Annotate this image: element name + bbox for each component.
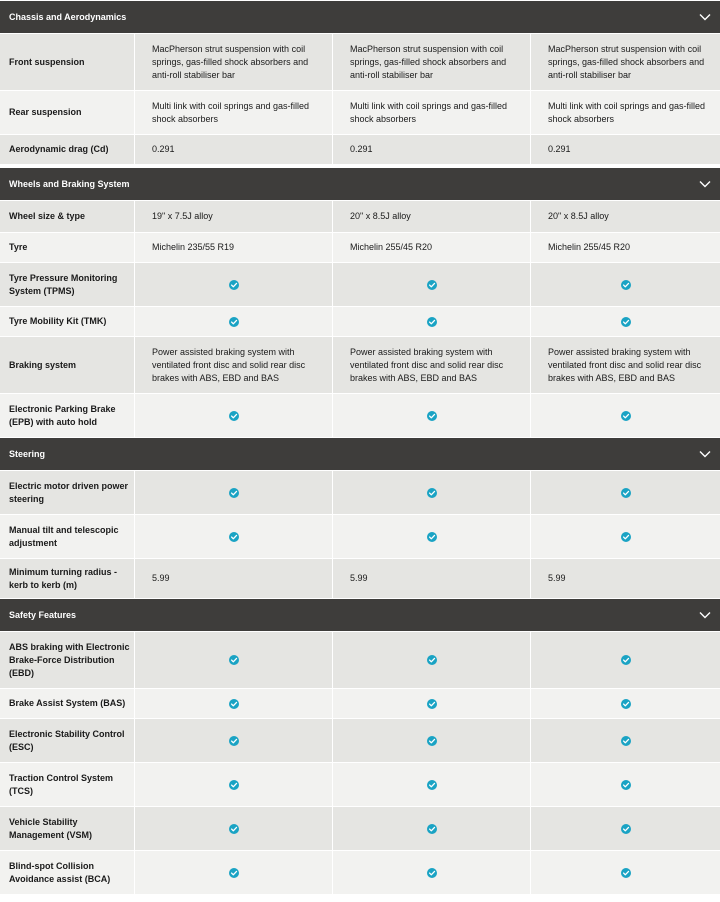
value-cell: 5.99	[333, 559, 531, 598]
included-cell	[135, 307, 333, 336]
included-cell	[531, 307, 720, 336]
table-row	[0, 200, 720, 232]
check-circle-icon	[229, 824, 239, 834]
included-cell	[531, 394, 720, 437]
value-cell: 20" x 8.5J alloy	[548, 211, 609, 221]
check-circle-icon	[229, 736, 239, 746]
table-row	[0, 631, 720, 688]
included-cell	[333, 851, 531, 894]
row-label: Electronic Parking Brake (EPB) with auto hold	[0, 394, 135, 437]
check-circle-icon	[229, 868, 239, 878]
row-label: Electric motor driven power steering	[0, 471, 135, 514]
row-label: ABS braking with Electronic Brake-Force Distribution (EBD)	[0, 632, 135, 688]
included-cell	[531, 763, 720, 806]
included-cell	[135, 763, 333, 806]
value-cell: 5.99	[135, 559, 333, 598]
check-circle-icon	[427, 280, 437, 290]
table-row	[0, 393, 720, 437]
check-circle-icon	[427, 655, 437, 665]
value-cell: Michelin 255/45 R20	[333, 233, 531, 262]
included-cell	[531, 807, 720, 850]
table-row	[0, 232, 720, 262]
check-circle-icon	[427, 699, 437, 709]
value-cell: MacPherson strut suspension with coil springs, gas-filled shock absorbers and anti-roll stabiliser bar	[333, 34, 531, 90]
check-circle-icon	[229, 411, 239, 421]
included-cell	[333, 719, 531, 762]
row-label: Tyre Mobility Kit (TMK)	[0, 307, 135, 336]
included-cell	[531, 689, 720, 718]
check-circle-icon	[621, 532, 631, 542]
section-title: Steering	[9, 449, 46, 459]
included-cell	[333, 394, 531, 437]
check-circle-icon	[427, 411, 437, 421]
section-header[interactable]	[0, 437, 720, 470]
check-circle-icon	[621, 317, 631, 327]
table-row	[0, 470, 720, 514]
section-title: Wheels and Braking System	[9, 179, 130, 189]
check-circle-icon	[427, 532, 437, 542]
row-label: Aerodynamic drag (Cd)	[0, 135, 135, 164]
value-cell: Multi link with coil springs and gas-filled shock absorbers	[135, 91, 333, 134]
check-circle-icon	[427, 736, 437, 746]
included-cell	[333, 263, 531, 306]
table-row	[0, 262, 720, 306]
included-cell	[531, 471, 720, 514]
included-cell	[135, 851, 333, 894]
value-cell: MacPherson strut suspension with coil springs, gas-filled shock absorbers and anti-roll stabiliser bar	[548, 43, 705, 80]
included-cell	[531, 632, 720, 688]
check-circle-icon	[427, 824, 437, 834]
value-cell: Power assisted braking system with ventilated front disc and solid rear disc brakes with ABS, EBD and BAS	[135, 337, 333, 393]
row-label: Brake Assist System (BAS)	[0, 689, 135, 718]
included-cell	[333, 471, 531, 514]
included-cell	[531, 263, 720, 306]
row-label: Wheel size & type	[0, 201, 135, 232]
value-cell: MacPherson strut suspension with coil springs, gas-filled shock absorbers and anti-roll stabiliser bar	[135, 34, 333, 90]
check-circle-icon	[621, 780, 631, 790]
value-cell: Michelin 235/55 R19	[135, 233, 333, 262]
value-cell: Multi link with coil springs and gas-filled shock absorbers	[548, 100, 706, 124]
included-cell	[531, 515, 720, 558]
table-row	[0, 514, 720, 558]
section-title: Chassis and Aerodynamics	[9, 12, 127, 22]
check-circle-icon	[229, 488, 239, 498]
section-header[interactable]	[0, 598, 720, 631]
section-header[interactable]	[0, 167, 720, 200]
table-row	[0, 336, 720, 393]
value-cell: 0.291	[333, 135, 531, 164]
included-cell	[135, 632, 333, 688]
row-label: Rear suspension	[0, 91, 135, 134]
included-cell	[135, 471, 333, 514]
table-row	[0, 33, 720, 90]
check-circle-icon	[229, 317, 239, 327]
table-row	[0, 688, 720, 718]
included-cell	[333, 689, 531, 718]
row-label: Braking system	[0, 337, 135, 393]
value-cell: 0.291	[548, 144, 571, 154]
check-circle-icon	[229, 699, 239, 709]
check-circle-icon	[427, 868, 437, 878]
check-circle-icon	[621, 824, 631, 834]
check-circle-icon	[427, 317, 437, 327]
included-cell	[135, 394, 333, 437]
included-cell	[333, 515, 531, 558]
value-cell: 0.291	[135, 135, 333, 164]
check-circle-icon	[621, 655, 631, 665]
included-cell	[135, 719, 333, 762]
check-circle-icon	[621, 736, 631, 746]
value-cell: 20" x 8.5J alloy	[333, 201, 531, 232]
row-label: Tyre	[0, 233, 135, 262]
check-circle-icon	[427, 780, 437, 790]
table-row	[0, 558, 720, 598]
row-label: Minimum turning radius - kerb to kerb (m)	[0, 559, 135, 598]
included-cell	[531, 851, 720, 894]
value-cell: Power assisted braking system with ventilated front disc and solid rear disc brakes with ABS, EBD and BAS	[548, 346, 702, 383]
table-row	[0, 762, 720, 806]
check-circle-icon	[621, 411, 631, 421]
table-row	[0, 134, 720, 164]
check-circle-icon	[229, 655, 239, 665]
included-cell	[135, 807, 333, 850]
check-circle-icon	[229, 780, 239, 790]
check-circle-icon	[621, 488, 631, 498]
check-circle-icon	[621, 699, 631, 709]
table-row	[0, 806, 720, 850]
value-cell: 5.99	[548, 573, 566, 583]
row-label: Front suspension	[0, 34, 135, 90]
included-cell	[531, 719, 720, 762]
chevron-down-icon[interactable]	[698, 608, 712, 622]
row-label: Tyre Pressure Monitoring System (TPMS)	[0, 263, 135, 306]
row-label: Manual tilt and telescopic adjustment	[0, 515, 135, 558]
value-cell: 19" x 7.5J alloy	[135, 201, 333, 232]
section-title: Safety Features	[9, 610, 77, 620]
check-circle-icon	[229, 280, 239, 290]
check-circle-icon	[229, 532, 239, 542]
included-cell	[333, 632, 531, 688]
table-row	[0, 306, 720, 336]
value-cell: Power assisted braking system with ventilated front disc and solid rear disc brakes with ABS, EBD and BAS	[333, 337, 531, 393]
chevron-down-icon[interactable]	[698, 177, 712, 191]
row-label: Traction Control System (TCS)	[0, 763, 135, 806]
check-circle-icon	[427, 488, 437, 498]
included-cell	[333, 807, 531, 850]
value-cell: Michelin 255/45 R20	[548, 242, 631, 252]
table-row	[0, 90, 720, 134]
section-header[interactable]	[0, 0, 720, 33]
row-label: Vehicle Stability Management (VSM)	[0, 807, 135, 850]
row-label: Electronic Stability Control (ESC)	[0, 719, 135, 762]
included-cell	[333, 763, 531, 806]
included-cell	[135, 515, 333, 558]
table-row	[0, 850, 720, 894]
check-circle-icon	[621, 280, 631, 290]
included-cell	[135, 689, 333, 718]
chevron-down-icon[interactable]	[698, 447, 712, 461]
included-cell	[135, 263, 333, 306]
check-circle-icon	[621, 868, 631, 878]
table-row	[0, 718, 720, 762]
value-cell: Multi link with coil springs and gas-filled shock absorbers	[333, 91, 531, 134]
row-label: Blind-spot Collision Avoidance assist (BCA)	[0, 851, 135, 894]
chevron-down-icon[interactable]	[698, 10, 712, 24]
included-cell	[333, 307, 531, 336]
